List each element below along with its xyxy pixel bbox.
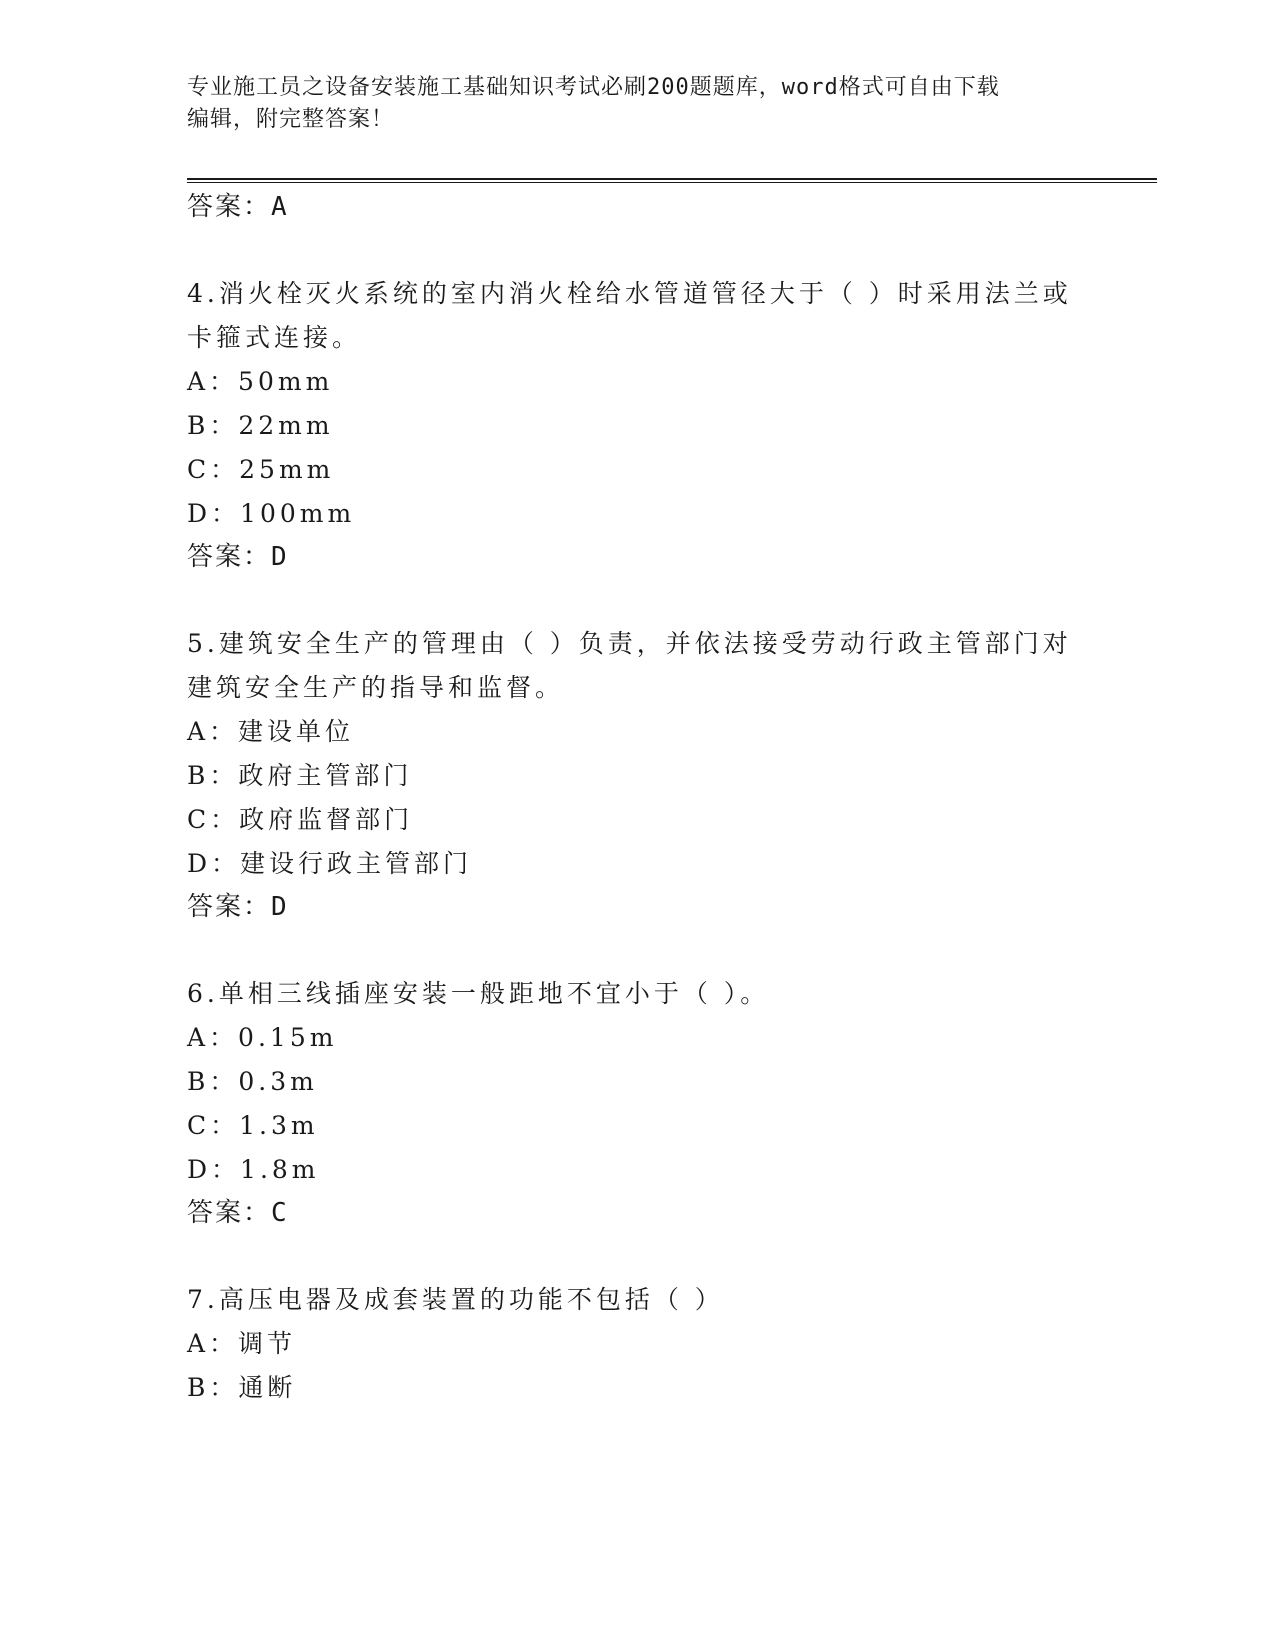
- question-5-option-d: D：建设行政主管部门: [187, 849, 473, 878]
- question-6-answer: 答案：C: [187, 1198, 289, 1228]
- question-5-option-b: B：政府主管部门: [187, 761, 413, 790]
- question-6-option-b: B：0.3m: [187, 1067, 318, 1096]
- question-5-stem-line-1: 5.建筑安全生产的管理由（ ）负责，并依法接受劳动行政主管部门对: [187, 629, 1072, 658]
- header-divider: [187, 178, 1157, 183]
- answer-line: 答案：A: [187, 192, 289, 222]
- document-page: [187, 0, 1157, 1650]
- question-4-option-c: C：25mm: [187, 455, 335, 484]
- question-7-option-a: A：调节: [187, 1329, 297, 1358]
- question-7-option-b: B：通断: [187, 1373, 297, 1402]
- question-4-option-b: B：22mm: [187, 411, 334, 440]
- header-line-2: 编辑，附完整答案！: [187, 107, 395, 132]
- question-5-option-a: A：建设单位: [187, 717, 355, 746]
- question-4-option-a: A：50mm: [187, 367, 334, 396]
- question-4-answer: 答案：D: [187, 542, 289, 572]
- document-header: [187, 72, 1087, 136]
- question-6-option-d: D：1.8m: [187, 1155, 320, 1184]
- question-5-answer: 答案：D: [187, 892, 289, 922]
- question-6-option-c: C：1.3m: [187, 1111, 319, 1140]
- question-4-stem-line-1: 4.消火栓灭火系统的室内消火栓给水管道管径大于（ ）时采用法兰或: [187, 279, 1072, 308]
- question-6-stem-line-1: 6.单相三线插座安装一般距地不宜小于（ ）。: [187, 979, 770, 1008]
- question-6-option-a: A：0.15m: [187, 1023, 338, 1052]
- question-5-option-c: C：政府监督部门: [187, 805, 414, 834]
- question-4-stem-line-2: 卡箍式连接。: [187, 323, 362, 352]
- header-line-1: 专业施工员之设备安装施工基础知识考试必刷200题题库，word格式可自由下载: [187, 75, 1000, 100]
- question-5-stem-line-2: 建筑安全生产的指导和监督。: [187, 673, 565, 702]
- question-7-stem-line-1: 7.高压电器及成套装置的功能不包括（ ）: [187, 1285, 724, 1314]
- question-4-option-d: D：100mm: [187, 499, 356, 528]
